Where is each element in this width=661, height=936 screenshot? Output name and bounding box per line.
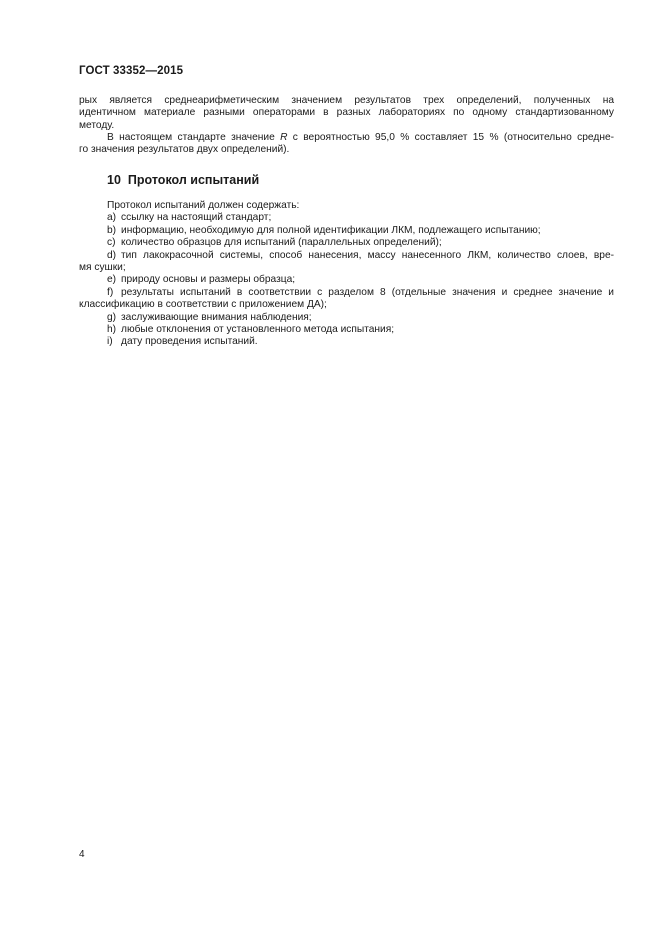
intro-p2-text-after: с вероятностью 95,0 % составляет 15 % (относительно средне- <box>287 132 615 143</box>
intro-p1-line-3: методу. <box>79 119 115 131</box>
list-item-text: тип лакокрасочной системы, способ нанесения, массу нанесенного ЛКМ, количество слоев, вре- <box>121 249 614 261</box>
list-item-first-line <box>79 287 614 299</box>
list-item <box>79 312 614 324</box>
list-item-marker: f) <box>107 286 114 298</box>
list-item <box>79 324 614 336</box>
list-item <box>79 287 614 312</box>
list-item-continuation: классификацию в соответствии с приложением ДА); <box>79 299 327 311</box>
list-item-marker: b) <box>107 224 117 236</box>
list-item-marker: i) <box>107 336 113 348</box>
list-item-text: количество образцов для испытаний (параллельных определений); <box>121 237 442 249</box>
intro-paragraph-2 <box>79 132 614 157</box>
list-item-continuation: мя сушки; <box>79 262 126 274</box>
section-number: 10 <box>107 173 121 187</box>
list-item-marker: c) <box>107 237 116 249</box>
list-item-marker: a) <box>107 212 117 224</box>
list-item <box>79 212 614 224</box>
list-item-text: результаты испытаний в соответствии с разделом 8 (отдельные значения и среднее значение и <box>121 286 614 298</box>
intro-p2-line-2: го значения результатов двух определений). <box>79 144 290 156</box>
intro-p1-line-1: рых является среднеарифметическим значением результатов трех определений, полученных на <box>79 95 614 106</box>
page-number: 4 <box>79 849 85 860</box>
list-item <box>79 237 614 249</box>
list-item <box>79 274 614 286</box>
list-item-text: любые отклонения от установленного метода испытания; <box>121 324 395 336</box>
protocol-list <box>79 200 614 349</box>
section-title: Протокол испытаний <box>127 173 260 187</box>
list-item-text: ссылку на настоящий стандарт; <box>121 212 272 224</box>
list-item-marker: g) <box>107 311 117 323</box>
intro-paragraph-1 <box>79 95 614 132</box>
symbol-r: R <box>280 132 288 143</box>
list-item <box>79 225 614 237</box>
list-item-text: заслуживающие внимания наблюдения; <box>121 311 312 323</box>
list-item <box>79 336 614 348</box>
intro-p1-line-2: идентичном материале разными операторами в разных лабораториях по одному стандартизованному <box>79 107 614 119</box>
list-item-text: информацию, необходимую для полной идентификации ЛКМ, подлежащего испытанию; <box>121 224 541 236</box>
list-item <box>79 250 614 275</box>
document-header: ГОСТ 33352—2015 <box>79 65 184 77</box>
list-item-marker: h) <box>107 324 117 336</box>
intro-p2-text-before: В настоящем стандарте значение <box>107 132 281 143</box>
list-item-text: дату проведения испытаний. <box>121 336 258 348</box>
list-item-first-line <box>79 250 614 262</box>
intro-p2-line-1 <box>79 132 614 144</box>
list-item-text: природу основы и размеры образца; <box>121 274 296 286</box>
section-heading <box>107 173 259 187</box>
list-item-marker: e) <box>107 274 117 286</box>
list-lead: Протокол испытаний должен содержать: <box>107 200 300 211</box>
list-item-marker: d) <box>107 249 117 261</box>
